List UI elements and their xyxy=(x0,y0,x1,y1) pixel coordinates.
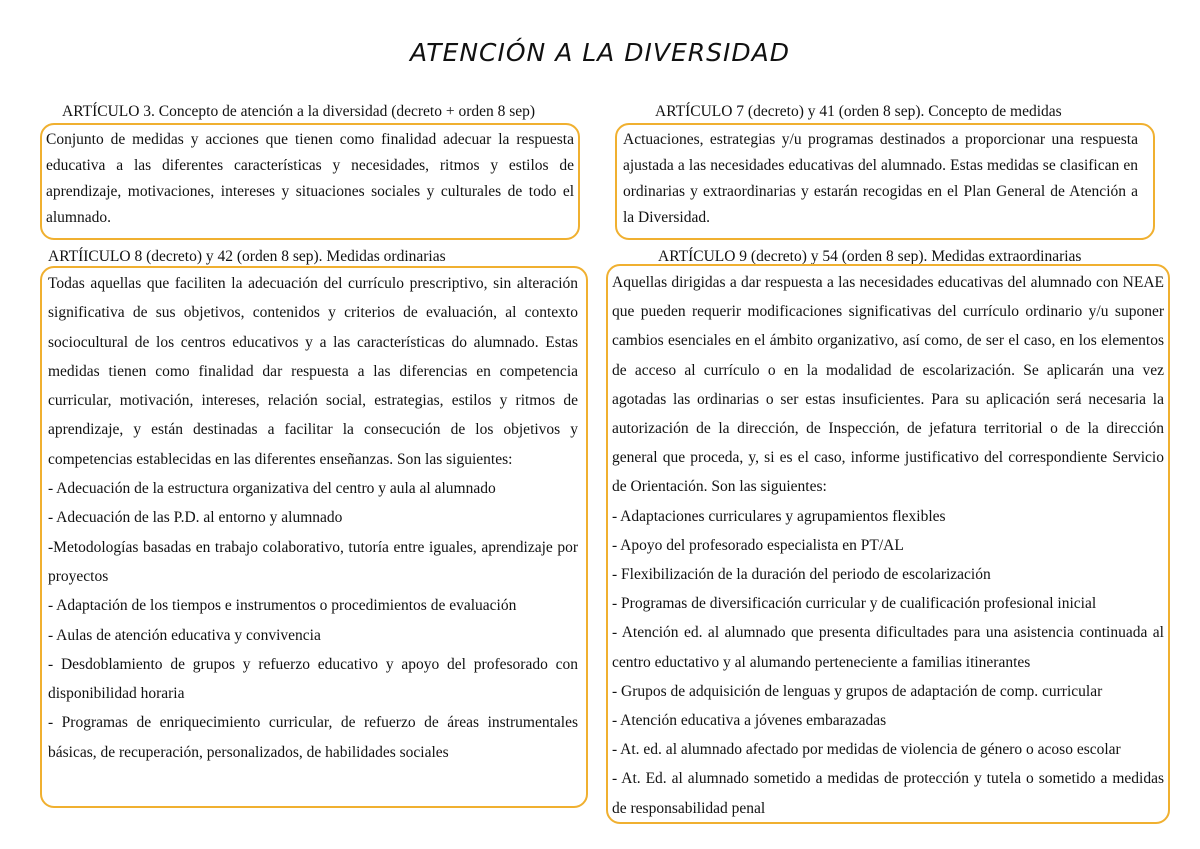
list-item: - Programas de diversificación curricular y de cualificación profesional inicial xyxy=(612,595,1097,613)
list-item: - Adaptaciones curriculares y agrupamientos flexibles xyxy=(612,507,946,525)
article-3-text: Conjunto de medidas y acciones que tienen como finalidad adecuar la respuesta educativa a las diferentes características y necesidades, ritmos y estilos de aprendizaje, motivaciones, intereses y situaciones sociales y culturales de todo el alumnado. xyxy=(46,131,574,226)
article-3-heading: ARTÍCULO 3. Concepto de atención a la diversidad (decreto + orden 8 sep) xyxy=(62,103,536,120)
article-7-heading: ARTÍCULO 7 (decreto) y 41 (orden 8 sep). Concepto de medidas xyxy=(655,103,1062,120)
article-9-content xyxy=(612,268,1164,823)
list-item: - Adaptación de los tiempos e instrumentos o procedimientos de evaluación xyxy=(48,597,517,615)
article-9-intro: Aquellas dirigidas a dar respuesta a las necesidades educativas del alumnado con NEAE que pueden requerir modificaciones significativas del currículo ordinario y/u suponer cambios esenciales en el ámbito organizativo, así como, de ser el caso, en los elementos de acceso al currículo o en la modalidad de escolarización. Se aplicarán una vez agotadas las ordinarias o ser estas insuficientes. Para su aplicación será necesaria la autorización de la dirección, de Inspección, de jefatura territorial o de la dirección general que proceda, y, si es el caso, informe justificativo del correspondiente Servicio de Orientación. Son las siguientes: xyxy=(612,274,1164,496)
list-item: - Grupos de adquisición de lenguas y grupos de adaptación de comp. curricular xyxy=(612,682,1103,700)
article-8-content xyxy=(48,269,578,767)
list-item: - Aulas de atención educativa y convivencia xyxy=(48,626,321,644)
list-item: - Apoyo del profesorado especialista en PT/AL xyxy=(612,536,904,554)
article-9-heading: ARTÍCULO 9 (decreto) y 54 (orden 8 sep). Medidas extraordinarias xyxy=(658,248,1082,265)
article-8-heading: ARTÍICULO 8 (decreto) y 42 (orden 8 sep). Medidas ordinarias xyxy=(48,248,446,265)
list-item: - Desdoblamiento de grupos y refuerzo educativo y apoyo del profesorado con disponibilidad horaria xyxy=(48,655,578,703)
list-item: - Programas de enriquecimiento curricular, de refuerzo de áreas instrumentales básicas, de recuperación, personalizados, de habilidades sociales xyxy=(48,714,578,761)
list-item: -Metodologías basadas en trabajo colaborativo, tutoría entre iguales, aprendizaje por proyectos xyxy=(48,538,578,585)
list-item: - At. ed. al alumnado afectado por medidas de violencia de género o acoso escolar xyxy=(612,741,1121,759)
list-item: - At. Ed. al alumnado sometido a medidas de protección y tutela o sometido a medidas de responsabilidad penal xyxy=(612,770,1164,817)
article-8-intro: Todas aquellas que faciliten la adecuación del currículo prescriptivo, sin alteración significativa de sus objetivos, contenidos y criterios de evaluación, al contexto sociocultural de los centros educativos y a las características do alumnado. Estas medidas tienen como finalidad dar respuesta a las diferencias en competencia curricular, motivación, intereses, relación social, estrategias, estilos y ritmos de aprendizaje, y están destinadas a facilitar la consecución de los objetivos y competencias establecidas en las diferentes enseñanzas. Son las siguientes: xyxy=(48,275,578,468)
page-title: ATENCIÓN A LA DIVERSIDAD xyxy=(410,38,790,67)
article-7-text: Actuaciones, estrategias y/u programas destinados a proporcionar una respuesta ajustada a las necesidades educativas del alumnado. Estas medidas se clasifican en ordinarias y extraordinarias y estarán recogidas en el Plan General de Atención a la Diversidad. xyxy=(623,131,1138,226)
list-item: - Adecuación de la estructura organizativa del centro y aula al alumnado xyxy=(48,480,496,498)
list-item: - Atención ed. al alumnado que presenta dificultades para una asistencia continuada al centro eductativo y al alumando perteneciente a familias itinerantes xyxy=(612,624,1164,671)
list-item: - Adecuación de las P.D. al entorno y alumnado xyxy=(48,509,343,527)
list-item: - Flexibilización de la duración del periodo de escolarización xyxy=(612,566,991,584)
list-item: - Atención educativa a jóvenes embarazadas xyxy=(612,712,887,730)
